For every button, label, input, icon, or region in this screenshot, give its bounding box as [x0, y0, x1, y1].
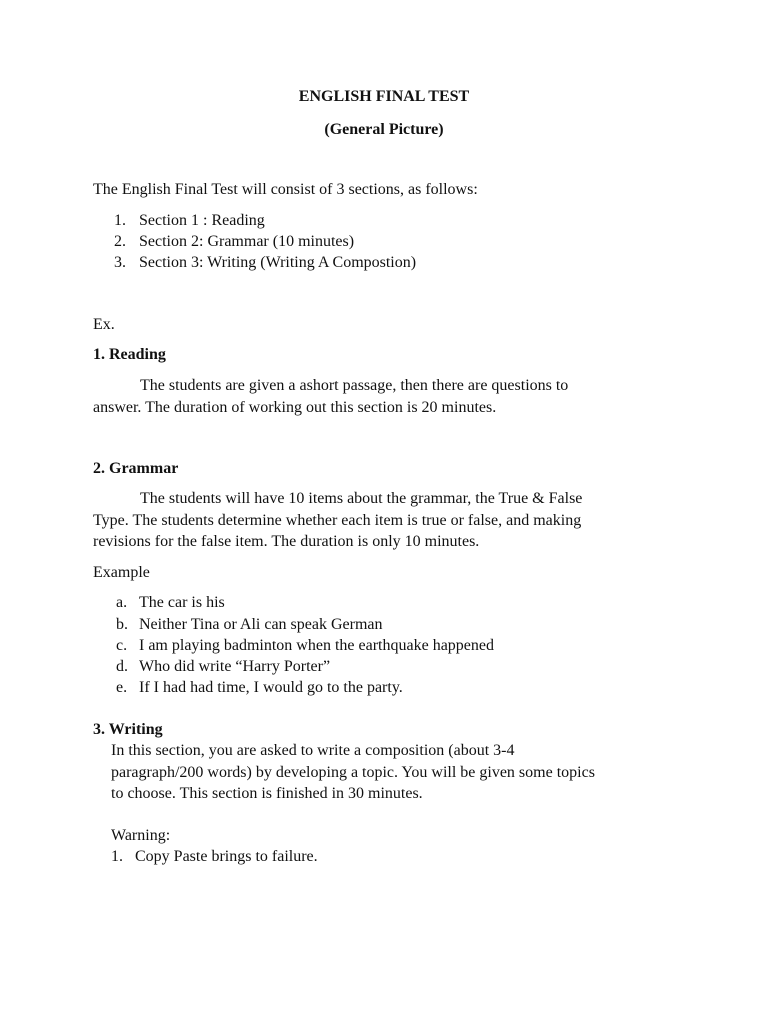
writing-line: paragraph/200 words) by developing a topic. You will be given some topics	[111, 764, 595, 781]
document-subtitle: (General Picture)	[324, 121, 444, 138]
grammar-line: Type. The students determine whether each item is true or false, and making	[93, 512, 582, 529]
list-number: 3.	[114, 254, 126, 271]
reading-line: The students are given a ashort passage, then there are questions to	[140, 377, 569, 394]
example-item: The car is his	[139, 594, 225, 611]
example-letter: d.	[116, 658, 128, 675]
ex-label: Ex.	[93, 316, 115, 333]
list-number: 2.	[114, 233, 126, 250]
writing-line: In this section, you are asked to write a composition (about 3-4	[111, 742, 515, 759]
example-item: If I had had time, I would go to the party.	[139, 679, 403, 696]
example-letter: c.	[116, 637, 128, 654]
reading-line: answer. The duration of working out this section is 20 minutes.	[93, 399, 497, 416]
writing-heading: 3. Writing	[93, 721, 163, 738]
warning-label: Warning:	[111, 827, 171, 844]
list-item: Section 3: Writing (Writing A Compostion)	[139, 254, 417, 271]
example-item: Neither Tina or Ali can speak German	[139, 616, 383, 633]
list-item: Section 1 : Reading	[139, 212, 265, 229]
list-item: Section 2: Grammar (10 minutes)	[139, 233, 355, 250]
warning-item: Copy Paste brings to failure.	[135, 848, 318, 865]
example-letter: e.	[116, 679, 128, 696]
list-number: 1.	[114, 212, 126, 229]
intro-paragraph: The English Final Test will consist of 3 sections, as follows:	[93, 181, 478, 198]
grammar-heading: 2. Grammar	[93, 460, 179, 477]
reading-heading: 1. Reading	[93, 346, 166, 363]
example-item: Who did write “Harry Porter”	[139, 658, 331, 675]
writing-line: to choose. This section is finished in 30 minutes.	[111, 785, 423, 802]
grammar-line: revisions for the false item. The duration is only 10 minutes.	[93, 533, 480, 550]
example-letter: b.	[116, 616, 128, 633]
example-letter: a.	[116, 594, 128, 611]
warning-number: 1.	[111, 848, 123, 865]
grammar-line: The students will have 10 items about the grammar, the True & False	[140, 490, 583, 507]
example-item: I am playing badminton when the earthquake happened	[139, 637, 494, 654]
document-title: ENGLISH FINAL TEST	[298, 88, 470, 105]
example-label: Example	[93, 564, 150, 581]
